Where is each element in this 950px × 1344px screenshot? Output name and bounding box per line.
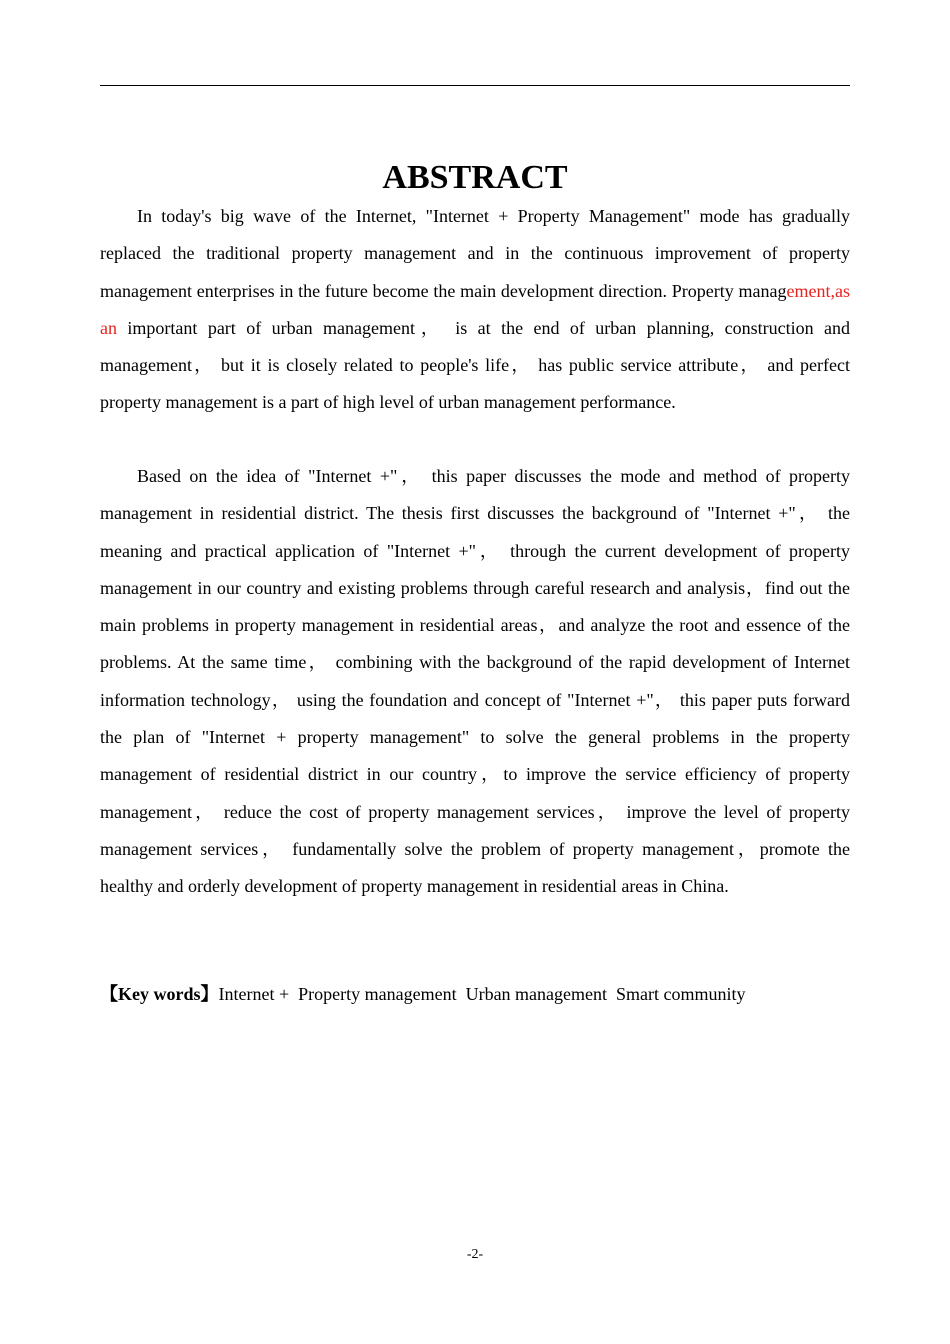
paragraph-1-red-highlight: ement,as an [100, 280, 850, 338]
paragraph-1-text-end: important part of urban management， is at the end of urban planning, construction and management， but it is closely related to people's life， has public service attribute， and perfect property management is a part of high level of urban management performance. [100, 317, 850, 413]
page-number: -2- [466, 1247, 484, 1262]
keywords-label: 【Key words】 [100, 984, 219, 1004]
abstract-paragraph-2: Based on the idea of "Internet +"， this paper discusses the mode and method of property management in residential district. The thesis first discusses the background of "Internet +"， the meaning and practical application of "Internet +"， through the current development of property management in our country and existing problems through careful research and analysis，find out the main problems in property management in residential areas，and analyze the root and essence of the problems. At the same time， combining with the background of the rapid development of Internet information technology， using the foundation and concept of "Internet +"， this paper puts forward the plan of "Internet + property management" to solve the general problems in the property management of residential district in our country，to improve the service efficiency of property management， reduce the cost of property management services， improve the level of property management services， fundamentally solve the problem of property management，promote the healthy and orderly development of property management in residential areas in China. [100, 466, 850, 897]
paragraph-1-text-start: In today's big wave of the Internet, "Internet + Property Management" mode has gradually replaced the traditional property management and in the continuous improvement of property management enterprises in the future become the main development direction. Property manag [100, 206, 850, 301]
keywords-line [100, 980, 850, 1008]
header-rule [100, 85, 850, 86]
page-title: ABSTRACT [382, 159, 568, 196]
keywords-terms: Internet + Property management Urban management Smart community [218, 984, 746, 1004]
abstract-paragraph-1 [100, 198, 850, 422]
